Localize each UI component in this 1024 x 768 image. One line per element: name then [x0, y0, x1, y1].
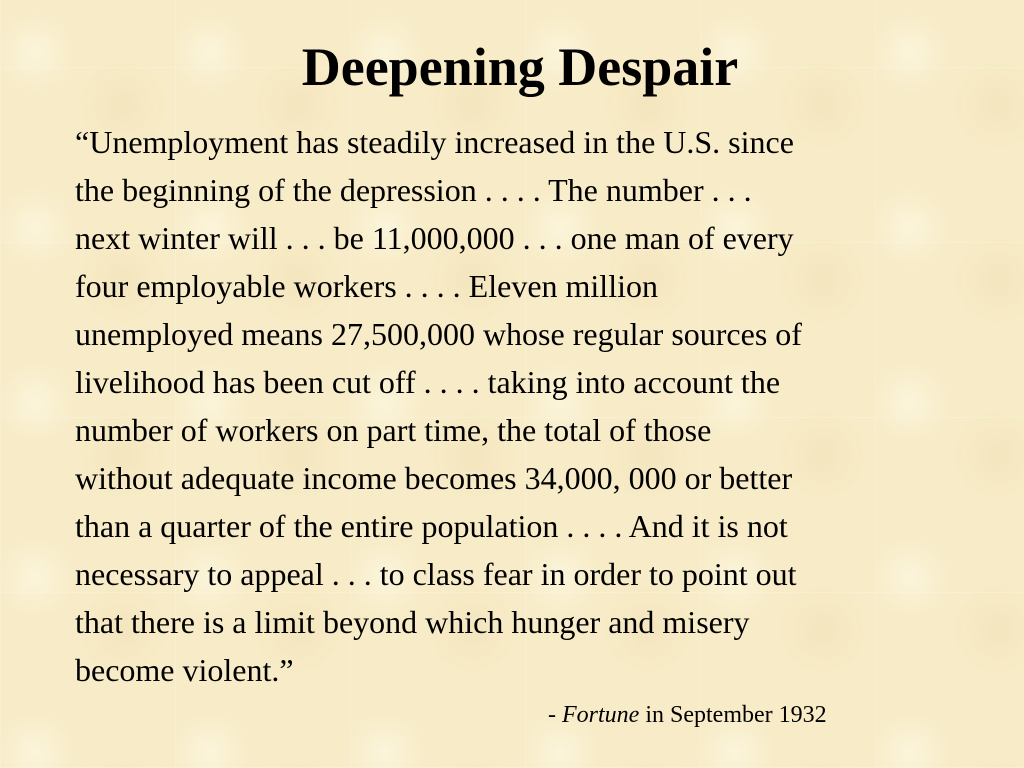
- quote-line: next winter will . . . be 11,000,000 . . . one man of every: [75, 220, 794, 256]
- quote-line: the beginning of the depression . . . . The number . . .: [75, 172, 752, 208]
- quote-line: “Unemployment has steadily increased in the U.S. since: [75, 124, 794, 160]
- quote-line: become violent.”: [75, 652, 294, 688]
- slide-title: Deepening Despair: [301, 37, 739, 97]
- attribution-source: Fortune: [562, 702, 640, 728]
- quote-line: number of workers on part time, the total of those: [75, 412, 712, 448]
- quote-attribution: [548, 700, 827, 730]
- quote-line: four employable workers . . . . Eleven million: [75, 268, 658, 304]
- quote-line: necessary to appeal . . . to class fear in order to point out: [75, 556, 797, 592]
- quote-body: [75, 118, 995, 694]
- quote-line: that there is a limit beyond which hunger and misery: [75, 604, 750, 640]
- quote-line: unemployed means 27,500,000 whose regular sources of: [75, 316, 802, 352]
- quote-line: without adequate income becomes 34,000, 000 or better: [75, 460, 793, 496]
- attribution-date: in September 1932: [639, 702, 827, 728]
- attribution-prefix: -: [548, 702, 562, 728]
- quote-line: livelihood has been cut off . . . . taking into account the: [75, 364, 781, 400]
- quote-line: than a quarter of the entire population . . . . And it is not: [75, 508, 788, 544]
